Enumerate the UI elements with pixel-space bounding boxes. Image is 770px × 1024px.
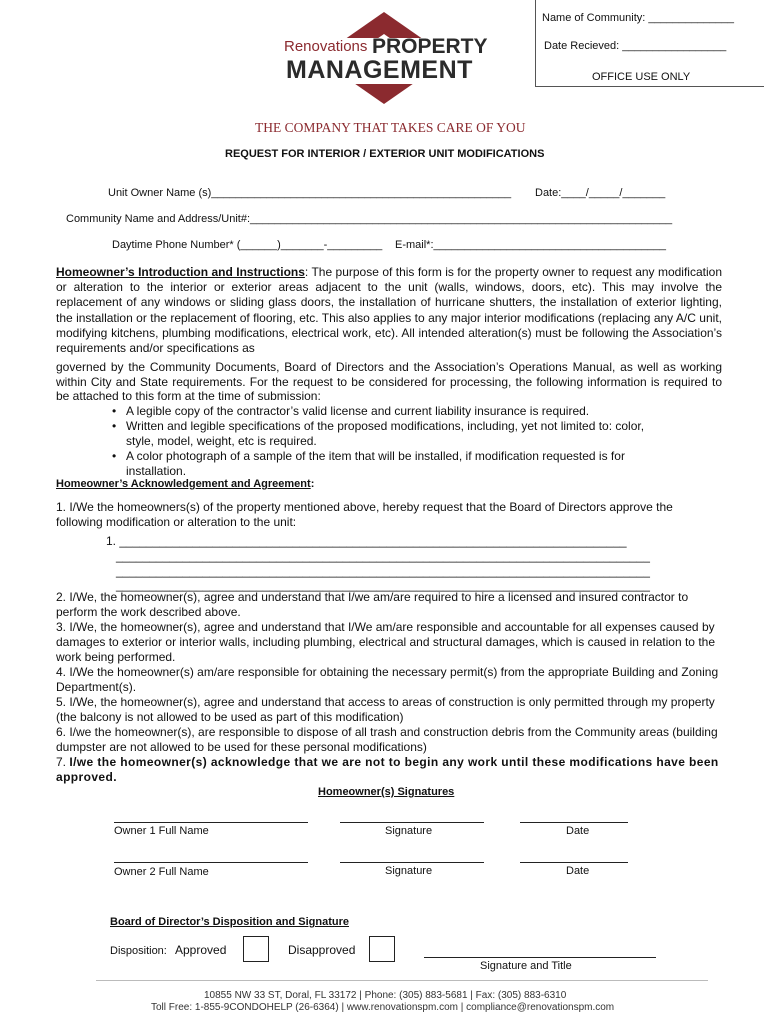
modification-line-1[interactable]: 1. ____________________________________________________________________________ bbox=[106, 534, 627, 548]
intro-text: : The purpose of this form is for the property owner to request any modification or alteration to the interior or exterior areas adjacent to the unit (walls, windows, doors, etc). This may involve the replacement of any windows or sliding glass doors, the installation of hurricane shutters, the installation of exterior lighting, the installation or the replacement of flooring, etc. This also applies to any major interior modifications (replacing any A/C unit, modifying kitchens, plumbing modifications, electrical work, etc). All intended alteration(s) must be following the Association’s requirements and/or specifications as bbox=[56, 265, 722, 356]
owner2-signature-label: Signature bbox=[385, 865, 433, 877]
acknowledgement-item-3: 3. I/We, the homeowner(s), agree and understand that I/We am/are responsible and accountable for all expenses caused by damages to exterior or interior walls, including plumbing, electrical and structural damages, which is caused in relation to the work being performed. bbox=[56, 620, 715, 664]
footer-divider bbox=[96, 980, 708, 981]
modification-line[interactable]: ________________________________________________________________________________ bbox=[116, 564, 650, 578]
acknowledgement-item-1: 1. I/We the homeowners(s) of the property mentioned above, hereby request that the Board of Directors approve the following modification or alteration to the unit: bbox=[56, 500, 673, 529]
disposition-label: Disposition: bbox=[110, 945, 167, 957]
board-signature-label: Signature and Title bbox=[480, 960, 572, 972]
item-7-bold: I/we the homeowner(s) acknowledge that we are not to begin any work until these modifications have been approved. bbox=[56, 755, 719, 784]
board-heading: Board of Director’s Disposition and Signature bbox=[110, 916, 349, 928]
owner-name-field[interactable]: Unit Owner Name (s)_________________________________________________ bbox=[108, 187, 512, 199]
acknowledgement-item-5: 5. I/We, the homeowner(s), agree and understand that access to areas of construction is only permitted through my property (the balcony is not allowed to be used as part of this modification) bbox=[56, 695, 715, 724]
acknowledgement-item-6: 6. I/we the homeowner(s), are responsible to dispose of all trash and construction debris from the Community areas (building dumpster are not allowed to be used for these personal modifications) bbox=[56, 725, 718, 754]
requirement-item: • A color photograph of a sample of the item that will be installed, if modification requested is for installation. bbox=[108, 449, 668, 479]
signatures-heading: Homeowner(s) Signatures bbox=[318, 786, 455, 798]
owner2-date-label: Date bbox=[566, 865, 590, 877]
footer-address: 10855 NW 33 ST, Doral, FL 33172 | Phone: (305) 883-5681 | Fax: (305) 883-6310 bbox=[204, 990, 567, 1001]
intro-paragraph-2: governed by the Community Documents, Board of Directors and the Association’s Operations Manual, as well as working within City and State requirements. For the request to be considered for processing, the following information is required to be attached to this form at the time of submission: bbox=[56, 360, 722, 404]
requirement-item: • A legible copy of the contractor’s valid license and current liability insurance is required. bbox=[108, 404, 668, 419]
acknowledgement-item-7 bbox=[56, 755, 722, 785]
disapproved-checkbox[interactable] bbox=[369, 936, 395, 962]
owner1-date-label: Date bbox=[566, 825, 590, 837]
acknowledgement-colon: : bbox=[310, 478, 315, 490]
logo-brand-small: Renovations bbox=[284, 38, 368, 55]
acknowledgement-heading bbox=[56, 478, 314, 490]
phone-field[interactable]: Daytime Phone Number* (______)_______-_________ bbox=[112, 239, 383, 251]
date-received-field[interactable]: Date Recieved: _________________ bbox=[544, 40, 727, 52]
company-logo bbox=[272, 8, 497, 108]
owner1-signature-label: Signature bbox=[385, 825, 433, 837]
item-7-prefix: 7. bbox=[56, 755, 70, 769]
owner2-name-label: Owner 2 Full Name bbox=[114, 866, 209, 878]
disapproved-label: Disapproved bbox=[288, 943, 356, 957]
acknowledgement-heading-text: Homeowner’s Acknowledgement and Agreement bbox=[56, 478, 311, 490]
request-date-field[interactable]: Date:____/_____/_______ bbox=[535, 187, 666, 199]
approved-label: Approved bbox=[175, 943, 227, 957]
owner2-signature-line[interactable] bbox=[340, 862, 484, 863]
community-received-field[interactable]: Name of Community: ______________ bbox=[542, 12, 735, 24]
owner1-name-line[interactable] bbox=[114, 822, 308, 823]
acknowledgement-item-4: 4. I/We the homeowner(s) am/are responsible for obtaining the necessary permit(s) from the appropriate Building and Zoning Department(s). bbox=[56, 665, 719, 694]
form-title: REQUEST FOR INTERIOR / EXTERIOR UNIT MODIFICATIONS bbox=[225, 148, 545, 160]
requirements-list bbox=[108, 404, 668, 479]
requirement-item: • Written and legible specifications of the proposed modifications, including, yet not limited to: color, style, model, weight, etc is required. bbox=[108, 419, 668, 449]
intro-heading: Homeowner’s Introduction and Instructions bbox=[56, 265, 305, 279]
approved-checkbox[interactable] bbox=[243, 936, 269, 962]
logo-brand-large: PROPERTY bbox=[372, 35, 488, 58]
owner1-signature-line[interactable] bbox=[340, 822, 484, 823]
acknowledgement-items bbox=[56, 590, 722, 785]
logo-brand-line2: MANAGEMENT bbox=[286, 56, 473, 84]
office-use-only-label: OFFICE USE ONLY bbox=[592, 71, 691, 83]
modification-line[interactable]: ________________________________________________________________________________ bbox=[116, 578, 650, 592]
community-address-field[interactable]: Community Name and Address/Unit#:_____________________________________________________________________ bbox=[66, 213, 673, 225]
owner2-date-line[interactable] bbox=[520, 862, 628, 863]
owner1-date-line[interactable] bbox=[520, 822, 628, 823]
email-field[interactable]: E-mail*:______________________________________ bbox=[395, 239, 666, 251]
owner2-name-line[interactable] bbox=[114, 862, 308, 863]
board-signature-line[interactable] bbox=[424, 957, 656, 958]
footer-contact[interactable]: Toll Free: 1-855-9CONDOHELP (26-6364) | www.renovationspm.com | compliance@renovationspm.com bbox=[151, 1002, 615, 1013]
company-tagline: THE COMPANY THAT TAKES CARE OF YOU bbox=[255, 120, 526, 135]
intro-paragraph bbox=[56, 265, 722, 356]
owner1-name-label: Owner 1 Full Name bbox=[114, 825, 209, 837]
acknowledgement-item-2: 2. I/We, the homeowner(s), agree and understand that I/we am/are required to hire a licensed and insured contractor to perform the work described above. bbox=[56, 590, 689, 619]
modification-line[interactable]: ________________________________________________________________________________ bbox=[116, 549, 650, 563]
